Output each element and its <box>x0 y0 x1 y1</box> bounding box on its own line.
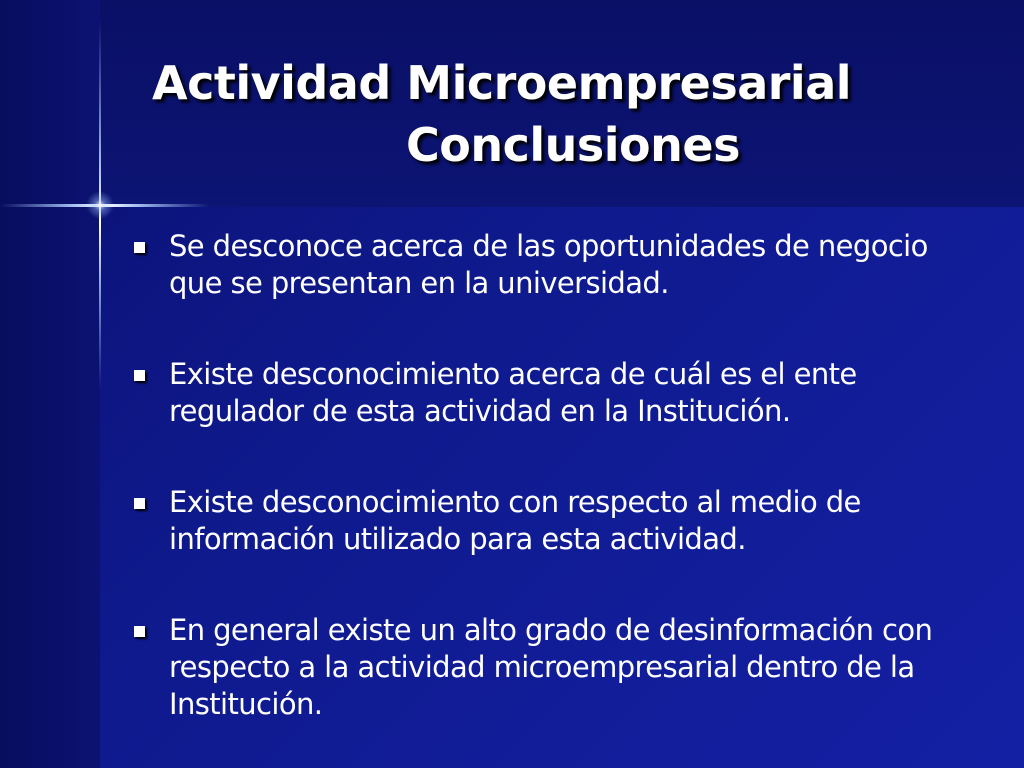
square-bullet-icon <box>134 242 145 253</box>
bullet-list <box>132 228 952 723</box>
square-bullet-icon <box>134 370 145 381</box>
slide-title <box>120 52 960 176</box>
bullet-item <box>132 484 952 558</box>
bullet-text: Existe desconocimiento con respecto al medio de información utilizado para esta actividad. <box>169 485 861 556</box>
slide-title-line2: Conclusiones <box>406 118 740 172</box>
left-background-band <box>0 0 100 768</box>
bullet-text: En general existe un alto grado de desinformación con respecto a la actividad microempresarial dentro de la Institución. <box>169 613 933 721</box>
slide-title-line1: Actividad Microempresarial <box>152 56 852 110</box>
bullet-item <box>132 228 952 302</box>
bullet-text: Existe desconocimiento acerca de cuál es el ente regulador de esta actividad en la Institución. <box>169 357 857 428</box>
square-bullet-icon <box>134 498 145 509</box>
bullet-item <box>132 356 952 430</box>
bullet-text: Se desconoce acerca de las oportunidades de negocio que se presentan en la universidad. <box>169 229 928 300</box>
square-bullet-icon <box>134 626 145 637</box>
bullet-item <box>132 612 952 723</box>
